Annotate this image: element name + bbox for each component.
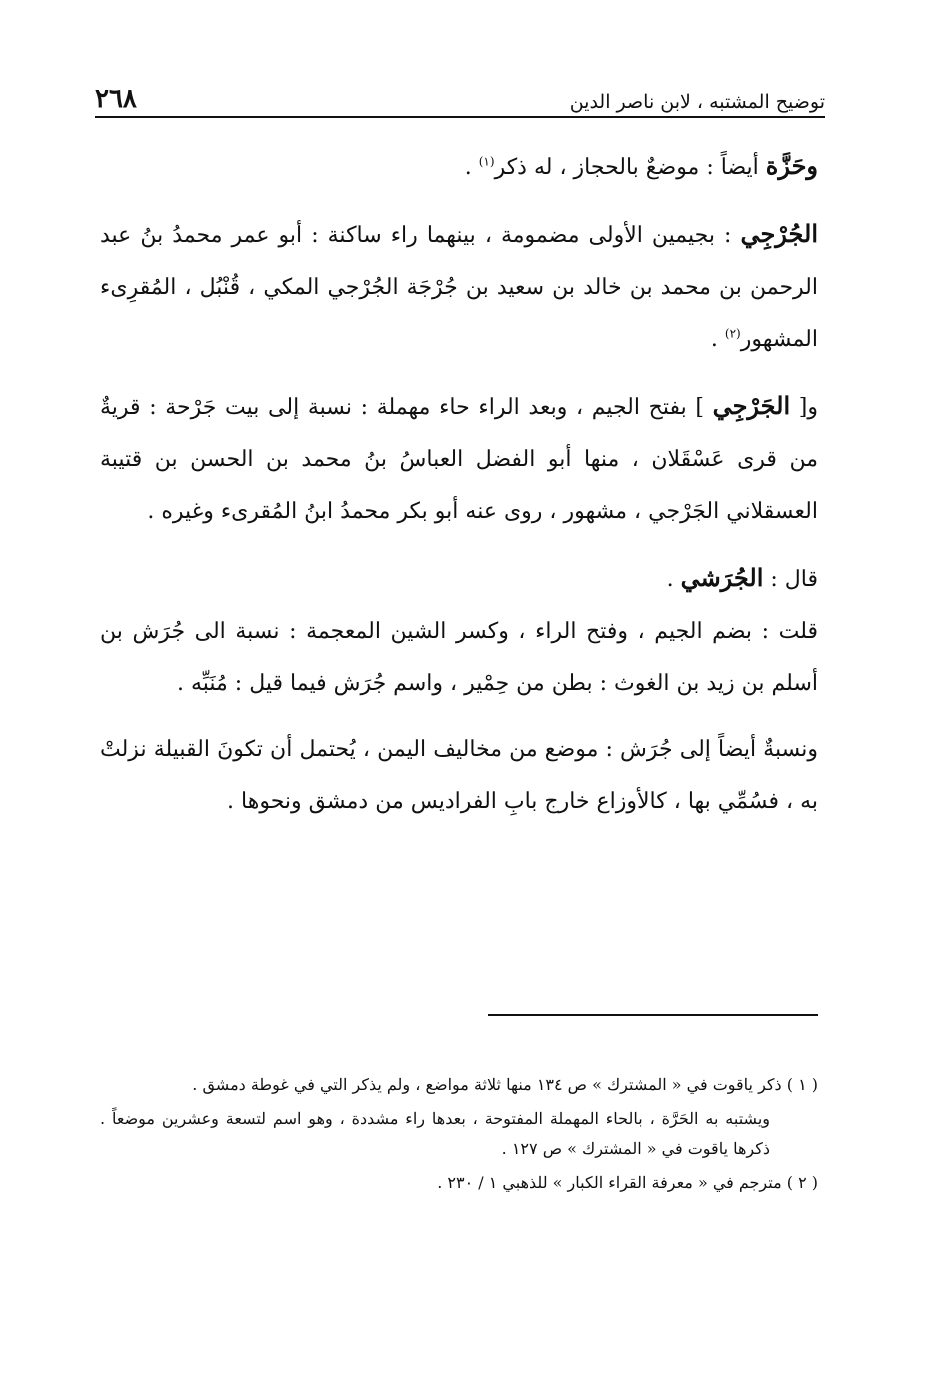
footnote-ref: (١) (478, 154, 495, 169)
running-title: توضيح المشتبه ، لابن ناصر الدين (569, 91, 825, 113)
entry-prefix: و[ (790, 395, 819, 420)
footnote: ويشتبه به الحَرَّة ، بالحاء المهملة المفتوحة ، بعدها راء مشددة ، وهو اسم لتسعة وعشرين موضعاً . ذكرها ياقوت في « المشترك » ص ١٢٧ . (100, 1109, 770, 1158)
entry-text: قلت : بضم الجيم ، وفتح الراء ، وكسر الشين المعجمة : نسبة الى جُرَش بن أسلم بن زيد بن الغوث : بطن من حِمْير ، واسم جُرَش فيما قيل : مُنَبِّه . (100, 619, 818, 696)
entry-paragraph (100, 552, 818, 606)
entry-paragraph (100, 724, 818, 828)
entry-paragraph (100, 380, 818, 538)
footnote-separator (488, 1014, 818, 1016)
footnote-ref: (٢) (724, 326, 741, 341)
entry-paragraph (100, 606, 818, 710)
entry-prefix: قال : (763, 567, 818, 592)
entry-text: أيضاً : موضعٌ بالحجاز ، له ذكر (494, 155, 766, 180)
entry-text: : بجيمين الأولى مضمومة ، بينهما راء ساكنة : أبو عمر محمدُ بنُ عبد الرحمن بن محمد بن خالد بن سعيد بن جُرْجَة الجُرْجي المكي ، قُنْبُل ، المُقرِىء المشهور (100, 223, 818, 352)
entry-text: ] بفتح الجيم ، وبعد الراء حاء مهملة : نسبة إلى بيت جَرْحة : قريةٌ من قرى عَسْقَلان ، منها أبو الفضل العباسُ بنُ محمد بن الحسن بن قتيبة العسقلاني الجَرْجي ، مشهور ، روى عنه أبو بكر محمدُ ابنُ المُقرىء وغيره . (100, 395, 818, 524)
entry-paragraph (100, 140, 818, 194)
entry-text: ونسبةٌ أيضاً إلى جُرَش : موضع من مخاليف اليمن ، يُحتمل أن تكونَ القبيلة نزلتْ به ، فسُمِّي بها ، كالأوزاع خارج بابِ الفراديس من دمشق ونحوها . (100, 737, 818, 814)
footnotes (100, 1070, 818, 1202)
entry-headword: الجُرْجِي (740, 219, 818, 248)
page-number: ٢٦٨ (95, 84, 137, 114)
entry-headword: الجَرْجِي (712, 391, 791, 420)
entry-text: . (666, 567, 681, 592)
entry-tail: . (464, 155, 479, 180)
footnote: ( ٢ ) مترجم في « معرفة القراء الكبار » للذهبي ١ / ٢٣٠ . (437, 1173, 818, 1192)
entry-paragraph (100, 208, 818, 366)
page-header (95, 78, 825, 118)
entry-tail: . (710, 327, 725, 352)
footnote: ( ١ ) ذكر ياقوت في « المشترك » ص ١٣٤ منها ثلاثة مواضع ، ولم يذكر التي في غوطة دمشق . (192, 1075, 818, 1094)
entry-headword: الجُرَشي (680, 563, 764, 592)
entry-headword: وحَزَّة (765, 151, 818, 180)
main-text (100, 140, 818, 842)
